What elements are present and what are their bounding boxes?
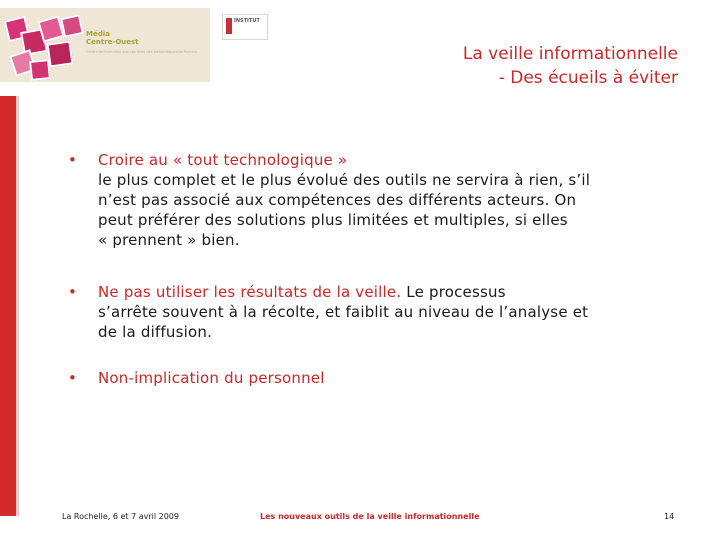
bullet-item	[62, 282, 682, 342]
logo-title-line: Centre-Ouest	[86, 38, 139, 46]
slide-title	[463, 42, 678, 90]
media-centre-ouest-logo	[0, 8, 210, 82]
side-accent-bar	[0, 96, 16, 516]
logo-square	[60, 14, 84, 38]
page-number: 14	[664, 512, 675, 521]
logo-title	[86, 30, 139, 46]
bullet-dot-icon: •	[68, 369, 78, 387]
bullet-first-line	[98, 282, 682, 302]
partner-logo-bar	[226, 18, 232, 34]
slide-title-line: La veille informationnelle	[462, 44, 678, 64]
bullet-text-line: peut préférer des solutions plus limitées et multiples, si elles	[98, 211, 568, 229]
bullet-list	[62, 150, 682, 388]
partner-logo-text: INSTITUT	[234, 18, 260, 24]
bullet-dot-icon: •	[68, 283, 78, 301]
bullet-item	[62, 368, 682, 388]
bullet-item	[62, 150, 682, 250]
bullet-text-line: le plus complet et le plus évolué des outils ne servira à rien, s’il	[98, 171, 591, 189]
bullet-text-rest: Le processus	[401, 283, 506, 301]
logo-subtitle: Centre de formation aux carrières des bibliothèques de Poitiers	[86, 50, 197, 54]
bullet-lead: Croire au « tout technologique »	[98, 151, 348, 169]
bullet-lead: Ne pas utiliser les résultats de la veille.	[98, 283, 402, 301]
partner-logo	[222, 14, 268, 40]
bullet-dot-icon: •	[68, 151, 78, 169]
bullet-lead: Non-implication du personnel	[98, 369, 325, 387]
bullet-text-line: n’est pas associé aux compétences des différents acteurs. On	[98, 191, 577, 209]
bullet-text-line: s’arrête souvent à la récolte, et faiblit au niveau de l’analyse et	[98, 303, 589, 321]
logo-title-line: Média	[86, 30, 110, 38]
logo-square	[29, 59, 51, 81]
footer-date: La Rochelle, 6 et 7 avril 2009	[62, 512, 179, 521]
footer-title: Les nouveaux outils de la veille informationnelle	[260, 512, 480, 521]
bullet-text-line: « prennent » bien.	[98, 231, 240, 249]
logo-square	[46, 40, 73, 67]
bullet-text-line: de la diffusion.	[98, 323, 213, 341]
slide-title-line: - Des écueils à éviter	[498, 68, 678, 88]
